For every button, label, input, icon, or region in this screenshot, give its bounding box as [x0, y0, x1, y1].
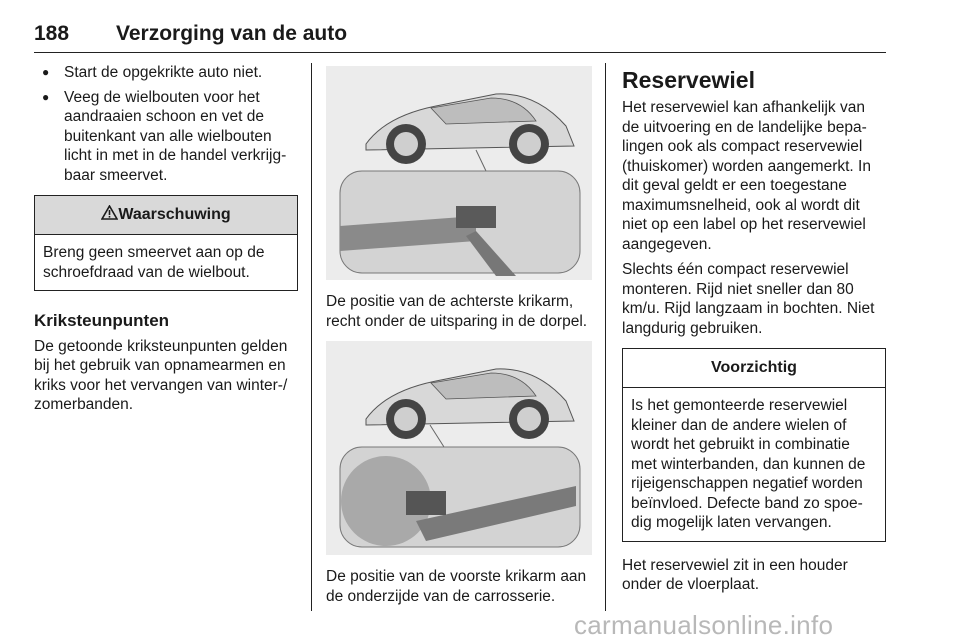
warning-triangle-icon	[101, 196, 118, 234]
column-divider-1	[311, 63, 312, 611]
column-middle	[326, 66, 592, 606]
column-right	[622, 66, 886, 601]
column-divider-2	[605, 63, 606, 611]
paragraph: Slechts één compact reservewiel monteren. Rijd niet sneller dan 80 km/u. Rijd langzaam in bochten. Niet langdurig gebruiken.	[622, 261, 875, 337]
watermark: carmanualsonline.info	[574, 610, 834, 640]
caution-title: Voorzichtig	[623, 349, 885, 388]
paragraph: Het reservewiel zit in een houder onder de vloerplaat.	[622, 556, 848, 593]
warning-text: Breng geen smeervet aan op de schroefdraad van de wielbout.	[43, 244, 265, 281]
figure-caption-front: De positie van de voorste krikarm aan de onderzijde van de carrosserie.	[326, 568, 587, 605]
page-header	[34, 22, 886, 53]
section-paragraph: De getoonde kriksteunpunten gelden bij het gebruik van opnamearmen en kriks voor het vervangen van winter-/ zomerbanden.	[34, 337, 288, 413]
warning-title: Waarschuwing	[118, 206, 231, 223]
caution-text: Is het gemonteerde reservewiel kleiner dan de andere wielen of wordt het gebruikt in combinatie met winterbanden, dan kunnen de rijeigenschappen negatief worden beïnvloed. Defecte band zo spoe-dig mogelijk laten vervangen.	[631, 397, 866, 531]
column-left	[34, 63, 298, 421]
caution-box	[622, 348, 886, 542]
front-jack-point-illustration	[326, 341, 592, 555]
paragraph: Het reservewiel kan afhankelijk van de uitvoering en de landelijke bepa-lingen ook als compact reservewiel (thuiskomer) worden aangemerkt. In dit geval geldt er een toegestane maximumsnelheid, ook al wordt dit niet op een label op het reservewiel aangegeven.	[622, 99, 871, 253]
section-title-reservewiel: Reservewiel	[622, 67, 755, 93]
list-item: ● Start de opgekrikte auto niet.	[34, 63, 298, 83]
page-title: Verzorging van de auto	[116, 22, 348, 45]
rear-jack-point-illustration	[326, 66, 592, 280]
figure-caption-rear: De positie van de achterste krikarm, recht onder de uitsparing in de dorpel.	[326, 293, 588, 330]
list-item: ● Veeg de wielbouten voor het aandraaien schoon en vet de buitenkant van alle wielbouten licht in met in de handel verkrijg-baar smeervet.	[34, 88, 298, 186]
section-title: Kriksteunpunten	[34, 311, 170, 330]
warning-box	[34, 195, 298, 291]
page-number: 188	[34, 22, 70, 45]
bullet-list	[34, 63, 298, 185]
warning-header	[35, 196, 297, 235]
